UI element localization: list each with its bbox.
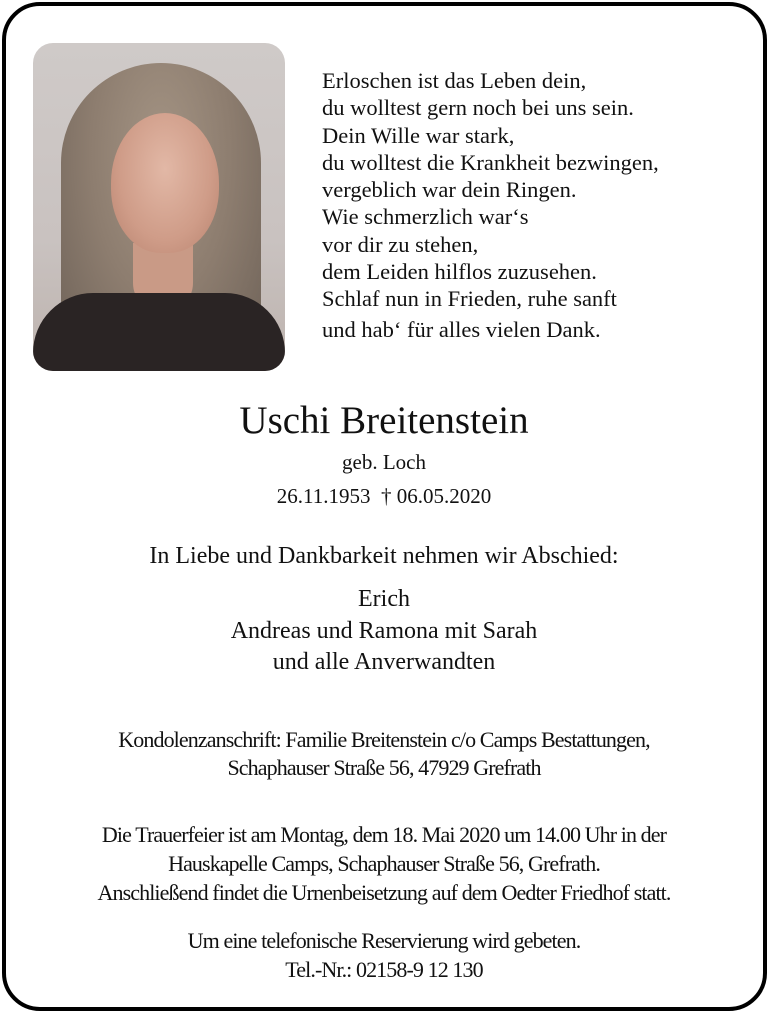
- ceremony-line: Hauskapelle Camps, Schaphauser Straße 56, Grefrath.: [168, 851, 600, 876]
- condolence-address-line: Kondolenzanschrift: Familie Breitenstein c/o Camps Bestattungen,: [118, 727, 650, 752]
- condolence-address-line: Schaphauser Straße 56, 47929 Grefrath: [227, 755, 541, 780]
- portrait-photo: [33, 43, 285, 371]
- poem-line: Schlaf nun in Frieden, ruhe sanft: [322, 286, 617, 312]
- phone-number: Tel.-Nr.: 02158-9 12 130: [285, 957, 483, 982]
- poem-line: vergeblich war dein Ringen.: [322, 177, 577, 203]
- mourner-name: Erich: [358, 586, 410, 612]
- poem-line: dem Leiden hilflos zuzusehen.: [322, 259, 597, 285]
- ceremony-line: Die Trauerfeier ist am Montag, dem 18. Mai 2020 um 14.00 Uhr in der: [101, 822, 667, 847]
- poem-line: Wie schmerzlich war‘s: [322, 204, 529, 230]
- reservation-note: Um eine telefonische Reservierung wird gebeten.: [187, 928, 581, 953]
- farewell-intro: In Liebe und Dankbarkeit nehmen wir Abschied:: [149, 543, 619, 569]
- life-dates: 26.11.1953 † 06.05.2020: [276, 484, 492, 508]
- poem-line: Dein Wille war stark,: [322, 122, 515, 148]
- ceremony-line: Anschließend findet die Urnenbeisetzung auf dem Oedter Friedhof statt.: [97, 880, 671, 905]
- poem-line: du wolltest die Krankheit bezwingen,: [322, 149, 659, 175]
- poem-line: Erloschen ist das Leben dein,: [322, 68, 587, 93]
- maiden-name: geb. Loch: [342, 450, 426, 474]
- poem-line: vor dir zu stehen,: [322, 231, 479, 257]
- poem-line: und hab‘ für alles vielen Dank.: [322, 316, 601, 342]
- deceased-name: Uschi Breitenstein: [239, 399, 529, 442]
- mourner-name: und alle Anverwandten: [272, 649, 496, 675]
- poem: [322, 67, 659, 343]
- mourner-name: Andreas und Ramona mit Sarah: [230, 618, 538, 644]
- poem-line: du wolltest gern noch bei uns sein.: [322, 95, 634, 121]
